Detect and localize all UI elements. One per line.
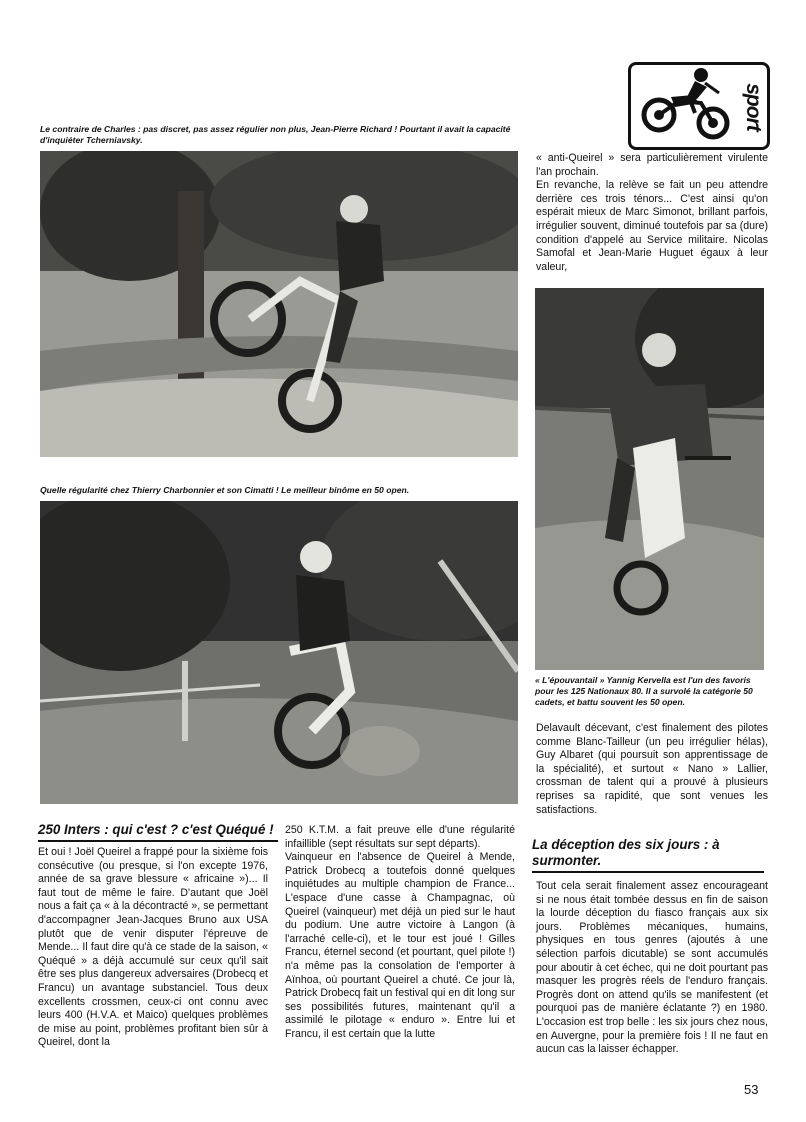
col2-paragraph-2: Vainqueur en l'absence de Queirel à Mende, Patrick Drobecq a toutefois donné quelques inquiétudes au multiple champion de France... L'espace d'une casse à Champagnac, où Queirel (vainqueur) met déjà un pied sur le haut du podium. Une autre victoire à Langon (à l'arraché celle-ci), et le tour est joué ! Gilles Francu, éternel second (et pourtant, quel pilote !) n'a même pas la consolation de l'emporter à Aïnhoa, où pourtant Queirel a chuté. Ce jour là, Patrick Drobecq fait un festival qui en dit long sur ses possibilités futures, maintenant qu'il a assimilé le pilotage « enduro ». Entre lui et Francu, il est certain que la lutte [285, 851, 515, 1040]
photo-rider-wheelie [40, 151, 518, 457]
column-2 [285, 824, 515, 1042]
caption-middle-photo: Quelle régularité chez Thierry Charbonnier et son Cimatti ! Le meilleur binôme en 50 open. [40, 485, 410, 495]
page-number: 53 [744, 1082, 759, 1097]
heading-250-inters: 250 Inters : qui c'est ? c'est Quéqué ! [38, 822, 278, 842]
caption-right-photo: « L'épouvantail » Yannig Kervella est l'un des favoris pour les 125 Nationaux 80. Il a survolé la catégorie 50 cadets, et battu souvent les 50 open. [535, 675, 753, 707]
column-3-top [536, 152, 768, 274]
caption-top-photo: Le contraire de Charles : pas discret, pas assez régulier non plus, Jean-Pierre Richard ! Pourtant il avait la capacité d'inquiéter Tcherniavsky. [40, 124, 511, 145]
col3-paragraph-3: Delavault décevant, c'est finalement des pilotes comme Blanc-Tailleur (un peu irrégulier hélas), Guy Albaret (qui poursuit son apprentissage de la spécialité), et surtout « Nano » Lallier, crossman de talent qui a prouvé à plusieurs reprises sa rapidité, que sont venues les satisfactions. [536, 722, 768, 816]
column-3-bottom [536, 880, 768, 1057]
column-1 [38, 846, 268, 1050]
motorcycle-rider-icon [635, 67, 739, 141]
photo-rider-kervella [535, 288, 764, 670]
col3-paragraph-1: « anti-Queirel » sera particulièrement virulente l'an prochain. [536, 152, 768, 178]
photo-rider-forest [40, 501, 518, 804]
col1-paragraph-1: Et oui ! Joël Queirel a frappé pour la sixième fois consécutive (ou presque, si l'on excepte 1976, année de sa grave blessure « africaine »)... Il faut tout de même le faire. D'autant que Joël nous a fait ça « à la décontracté », se permettant d'accompagner Jean-Jacques Bruno aux USA plutôt que de venir disputer l'épreuve de Mende... Il faut dire qu'à ce stade de la saison, « Quéqué » a déjà accumulé sur ceux qu'il sait être ses plus dangereux adversaires (Drobecq et Francu) un avantage substanciel. Tous deux excellents crossmen, ceux-ci ont connu avec leurs 400 (H.V.A. et Maico) quelques problèmes de mise au point, problèmes profitant bien sûr à Queirel, dont la [38, 846, 268, 1049]
heading-six-days: La déception des six jours : à surmonter. [532, 837, 764, 873]
column-3-middle [536, 722, 768, 817]
col3-paragraph-4: Tout cela serait finalement assez encourageant si ne nous était tombée dessus en fin de saison la lourde déception du fiasco français aux six jours. Problèmes mécaniques, humains, physiques en tous genres (ajoutés à une sélection parfois dicutable) se sont accumulés pour aboutir à cet échec, qui ne doit pourtant pas masquer les progrès réels de l'enduro français. Progrès dont on attend qu'ils se manifestent (et pourquoi pas de manière éclatante ?) en 1980. L'occasion est trop belle : les six jours chez nous, en Auvergne, pour la première fois ! Il ne faut en aucun cas la laisser échapper. [536, 880, 768, 1056]
sport-logo [628, 62, 770, 150]
sport-logo-word: sport [742, 83, 765, 131]
col2-paragraph-1: 250 K.T.M. a fait preuve elle d'une régularité infaillible (sept résultats sur sept départs). [285, 824, 515, 850]
col3-paragraph-2: En revanche, la relève se fait un peu attendre derrière ces trois ténors... C'est ainsi qu'on espérait mieux de Marc Simonot, brillant parfois, irrégulier souvent, diminué toutefois par sa (dure) condition d'appelé au Service militaire. Nicolas Samofal et Jean-Marie Huguet égaux à leur valeur, [536, 179, 768, 273]
